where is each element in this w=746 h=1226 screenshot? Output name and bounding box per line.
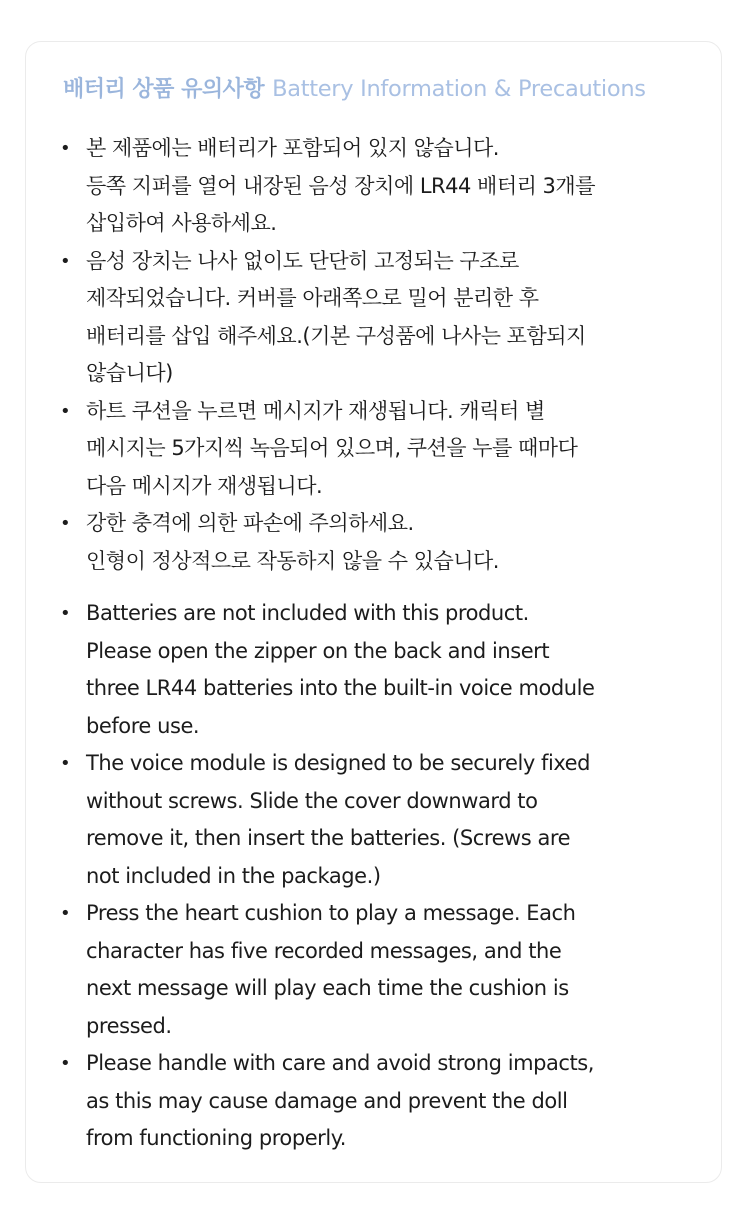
list-item-line: 인형이 정상적으로 작동하지 않을 수 있습니다. <box>86 548 499 573</box>
section-heading <box>63 72 646 108</box>
list-item-line: 강한 충격에 의한 파손에 주의하세요. <box>86 511 414 535</box>
bullet-icon: • <box>60 513 71 534</box>
list-item-line: as this may cause damage and prevent the doll <box>86 1088 568 1113</box>
korean-precautions-list <box>60 130 692 580</box>
list-item-line: 메시지는 5가지씩 녹음되어 있으며, 쿠션을 누를 때마다 <box>86 436 578 460</box>
list-item-line: from functioning properly. <box>86 1126 346 1150</box>
list-item <box>60 393 692 506</box>
list-item-line: pressed. <box>86 1013 172 1038</box>
list-item-line: Press the heart cushion to play a message. Each <box>86 901 576 925</box>
heading-english: Battery Information & Precautions <box>272 76 646 102</box>
list-item-line: 음성 장치는 나사 없이도 단단히 고정되는 구조로 <box>86 248 519 273</box>
bullet-icon: • <box>60 1053 71 1074</box>
list-item-line: 하트 쿠션을 누르면 메시지가 재생됩니다. 캐릭터 별 <box>86 398 545 423</box>
list-item-line: character has five recorded messages, and the <box>86 938 562 963</box>
bullet-icon: • <box>60 903 71 924</box>
english-precautions-list <box>60 595 696 1158</box>
list-item <box>60 595 696 745</box>
list-item-line: 않습니다) <box>86 361 173 385</box>
bullet-icon: • <box>60 603 71 624</box>
list-item <box>60 505 692 580</box>
list-item-line: 다음 메시지가 재생됩니다. <box>86 473 323 498</box>
list-item <box>60 243 692 393</box>
list-item <box>60 895 696 1045</box>
list-item-line: Please handle with care and avoid strong impacts, <box>86 1051 594 1075</box>
list-item-line: three LR44 batteries into the built-in voice module <box>86 676 595 700</box>
list-item <box>60 745 696 895</box>
list-item-line: not included in the package.) <box>86 863 381 888</box>
list-item-line: 배터리를 삽입 해주세요.(기본 구성품에 나사는 포함되지 <box>86 323 586 348</box>
heading-korean: 배터리 상품 유의사항 <box>63 77 265 102</box>
bullet-icon: • <box>60 250 71 272</box>
bullet-icon: • <box>60 400 71 422</box>
list-item-line: The voice module is designed to be securely fixed <box>86 751 591 775</box>
list-item-line: before use. <box>86 713 200 738</box>
list-item <box>60 130 692 243</box>
list-item-line: 삽입하여 사용하세요. <box>86 211 277 235</box>
list-item-line: 제작되었습니다. 커버를 아래쪽으로 밀어 분리한 후 <box>86 286 539 310</box>
bullet-icon: • <box>60 138 71 159</box>
bullet-icon: • <box>60 753 71 774</box>
list-item-line: Batteries are not included with this product. <box>86 601 529 625</box>
list-item-line: remove it, then insert the batteries. (Screws are <box>86 826 571 850</box>
list-item-line: 등쪽 지퍼를 열어 내장된 음성 장치에 LR44 배터리 3개를 <box>86 173 595 198</box>
list-item-line: without screws. Slide the cover downward to <box>86 788 538 813</box>
precautions-card <box>25 41 722 1183</box>
list-item-line: Please open the zipper on the back and insert <box>86 638 550 663</box>
list-item-line: 본 제품에는 배터리가 포함되어 있지 않습니다. <box>86 136 499 160</box>
list-item <box>60 1045 696 1158</box>
list-item-line: next message will play each time the cushion is <box>86 976 569 1000</box>
